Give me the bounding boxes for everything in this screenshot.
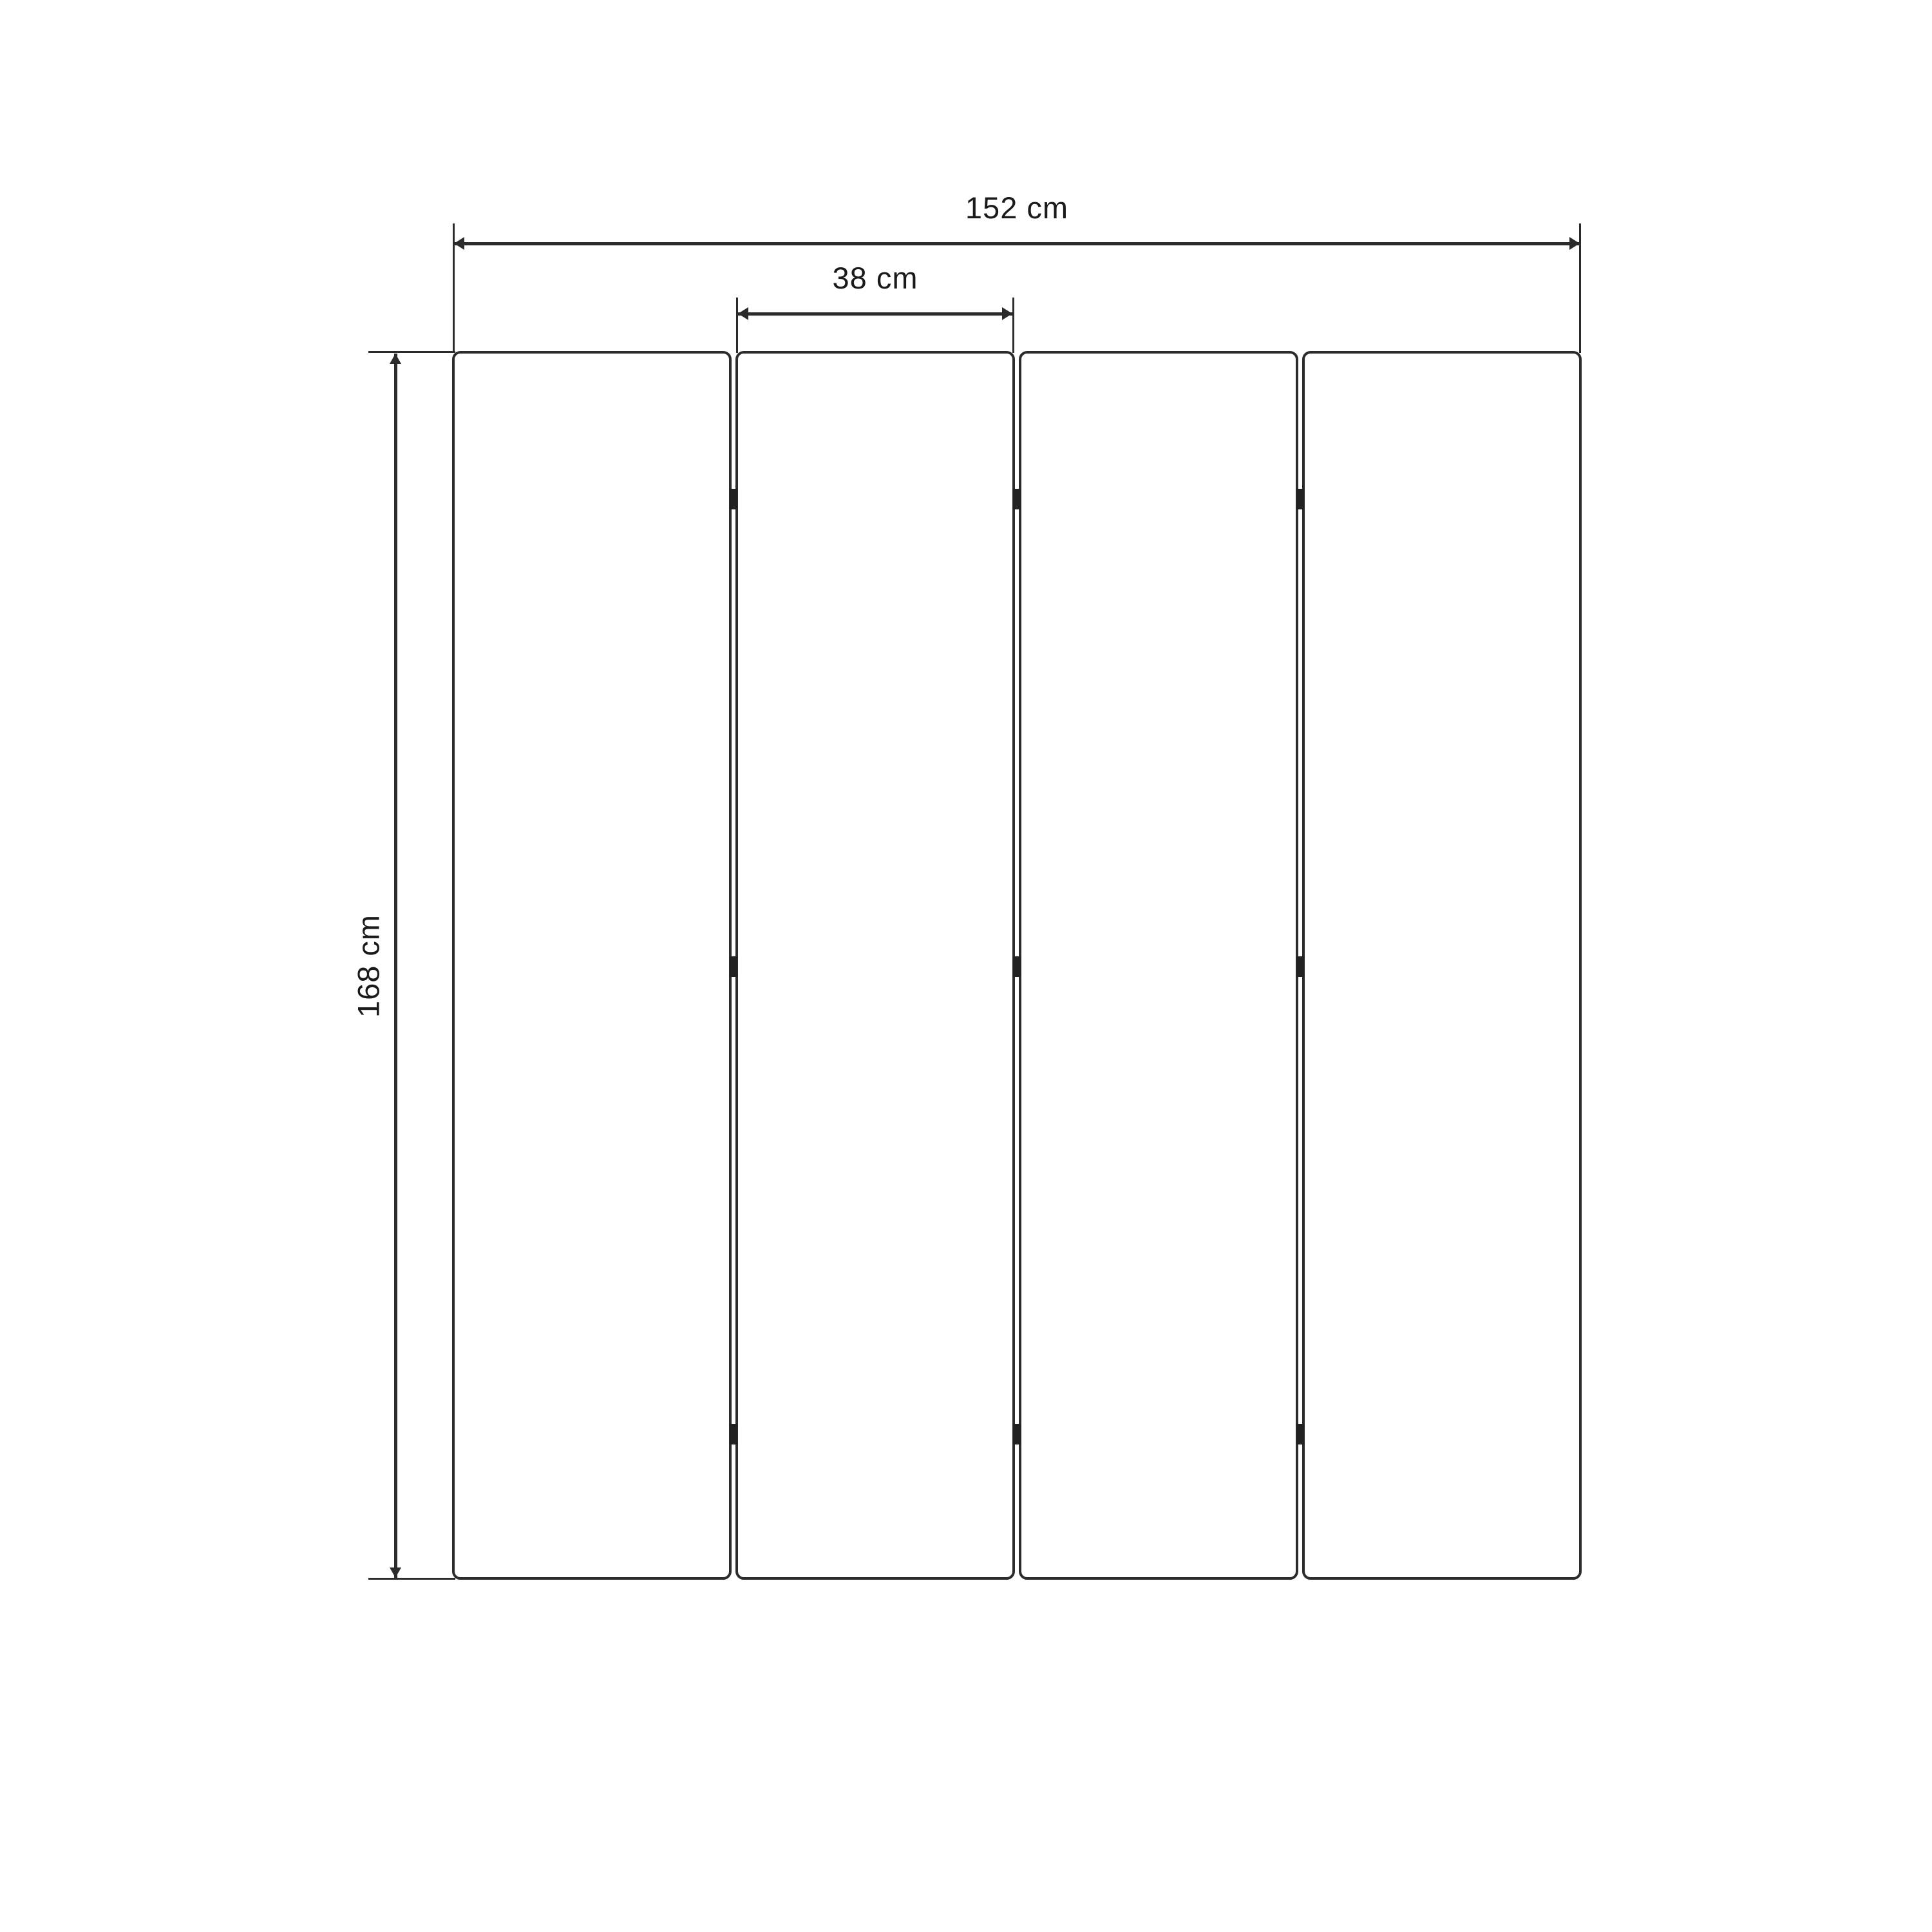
hinge [1296, 956, 1304, 977]
extension-line-height-bottom [368, 1578, 455, 1580]
hinge [1013, 956, 1021, 977]
arrowhead-left-icon [738, 307, 748, 320]
height-label: 168 cm [351, 914, 386, 1018]
height-dimension-line [394, 354, 397, 1578]
arrowhead-down-icon [390, 1567, 401, 1578]
arrowhead-right-icon [1569, 237, 1580, 250]
hinge [1296, 489, 1304, 509]
hinge [730, 956, 737, 977]
screen-panel-3 [1019, 351, 1298, 1580]
hinge [1013, 489, 1021, 509]
hinge [1013, 1424, 1021, 1444]
screen-panel-4 [1302, 351, 1582, 1580]
panel-width-label: 38 cm [832, 261, 918, 295]
screen-panel-2 [735, 351, 1015, 1580]
arrowhead-right-icon [1002, 307, 1012, 320]
total-width-dimension-line [454, 242, 1580, 245]
total-width-label: 152 cm [965, 191, 1069, 225]
hinge [1296, 1424, 1304, 1444]
extension-line-panel-width-right [1012, 298, 1014, 353]
extension-line-panel-width-left [736, 298, 738, 353]
arrowhead-up-icon [390, 354, 401, 364]
panel-width-dimension-line [738, 312, 1012, 316]
arrowhead-left-icon [454, 237, 464, 250]
hinge [730, 1424, 737, 1444]
hinge [730, 489, 737, 509]
screen-panel-1 [452, 351, 732, 1580]
extension-line-height-top [368, 351, 455, 353]
